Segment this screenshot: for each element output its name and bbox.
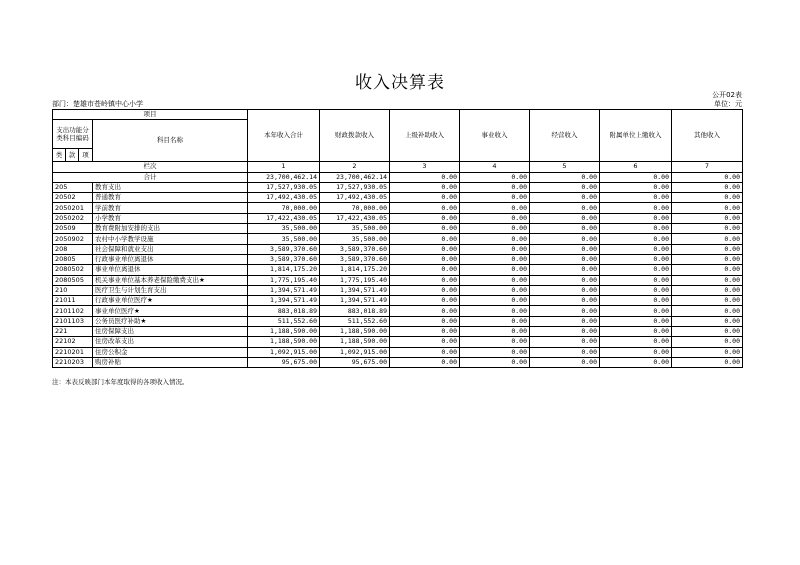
col-number-4: 4	[460, 162, 530, 172]
row-value-col-4: 0.00	[460, 224, 530, 234]
row-value-col-7: 0.00	[672, 203, 743, 213]
row-value-col-2: 17,527,930.05	[320, 182, 390, 192]
row-value-col-4: 0.00	[460, 357, 530, 367]
col-number-2: 2	[320, 162, 390, 172]
table-row	[53, 254, 743, 264]
row-value-col-5: 0.00	[530, 357, 600, 367]
row-value-col-3: 0.00	[390, 203, 460, 213]
row-subject-name: 事业单位医疗★	[93, 306, 248, 316]
total-cell: 0.00	[672, 172, 743, 182]
row-value-col-3: 0.00	[390, 234, 460, 244]
row-value-col-7: 0.00	[672, 296, 743, 306]
header-lei: 类	[53, 149, 66, 162]
col-number-3: 3	[390, 162, 460, 172]
row-value-col-3: 0.00	[390, 254, 460, 264]
row-value-col-6: 0.00	[600, 203, 672, 213]
row-value-col-4: 0.00	[460, 316, 530, 326]
row-value-col-1: 35,500.00	[248, 234, 320, 244]
row-value-col-2: 1,394,571.49	[320, 296, 390, 306]
table-row	[53, 203, 743, 213]
row-code: 2101103	[53, 316, 93, 326]
col-index-label: 栏次	[53, 162, 248, 172]
row-value-col-3: 0.00	[390, 213, 460, 223]
row-value-col-7: 0.00	[672, 244, 743, 254]
row-subject-name: 学前教育	[93, 203, 248, 213]
row-value-col-6: 0.00	[600, 337, 672, 347]
row-value-col-1: 17,527,930.05	[248, 182, 320, 192]
row-subject-name: 购房补贴	[93, 357, 248, 367]
row-value-col-1: 1,394,571.49	[248, 285, 320, 295]
row-value-col-5: 0.00	[530, 203, 600, 213]
row-value-col-1: 1,775,195.40	[248, 275, 320, 285]
row-value-col-6: 0.00	[600, 327, 672, 337]
row-value-col-7: 0.00	[672, 347, 743, 357]
row-value-col-7: 0.00	[672, 182, 743, 192]
row-value-col-5: 0.00	[530, 296, 600, 306]
table-row	[53, 213, 743, 223]
row-value-col-4: 0.00	[460, 337, 530, 347]
row-value-col-6: 0.00	[600, 234, 672, 244]
row-value-col-5: 0.00	[530, 193, 600, 203]
row-value-col-4: 0.00	[460, 203, 530, 213]
total-row	[53, 172, 743, 182]
row-value-col-4: 0.00	[460, 347, 530, 357]
header-col-6: 附属单位上缴收入	[600, 110, 672, 162]
row-value-col-2: 1,188,590.00	[320, 327, 390, 337]
row-code: 2050902	[53, 234, 93, 244]
header-col-5: 经营收入	[530, 110, 600, 162]
row-value-col-6: 0.00	[600, 306, 672, 316]
row-value-col-1: 1,394,571.49	[248, 296, 320, 306]
row-value-col-1: 1,092,915.00	[248, 347, 320, 357]
row-value-col-2: 35,500.00	[320, 224, 390, 234]
row-value-col-5: 0.00	[530, 337, 600, 347]
row-value-col-2: 17,492,430.05	[320, 193, 390, 203]
row-value-col-1: 1,188,590.00	[248, 337, 320, 347]
row-value-col-1: 35,500.00	[248, 224, 320, 234]
header-col-7: 其他收入	[672, 110, 743, 162]
row-value-col-6: 0.00	[600, 357, 672, 367]
row-code: 2101102	[53, 306, 93, 316]
row-value-col-7: 0.00	[672, 275, 743, 285]
income-table	[52, 109, 743, 368]
row-subject-name: 教育费附加安排的支出	[93, 224, 248, 234]
row-value-col-4: 0.00	[460, 182, 530, 192]
table-row	[53, 327, 743, 337]
header-col-4: 事业收入	[460, 110, 530, 162]
row-subject-name: 住房公积金	[93, 347, 248, 357]
row-value-col-5: 0.00	[530, 182, 600, 192]
row-value-col-5: 0.00	[530, 327, 600, 337]
row-value-col-6: 0.00	[600, 296, 672, 306]
row-value-col-6: 0.00	[600, 275, 672, 285]
row-value-col-3: 0.00	[390, 316, 460, 326]
row-value-col-7: 0.00	[672, 285, 743, 295]
page-title: 收入决算表	[355, 73, 445, 93]
table-note: 注：本表反映部门本年度取得的各项收入情况。	[52, 378, 189, 386]
header-xiang: 项	[79, 149, 93, 162]
row-value-col-7: 0.00	[672, 337, 743, 347]
row-value-col-7: 0.00	[672, 234, 743, 244]
row-code: 20502	[53, 193, 93, 203]
header-kuan: 款	[66, 149, 79, 162]
row-subject-name: 事业单位离退休	[93, 265, 248, 275]
row-value-col-5: 0.00	[530, 224, 600, 234]
row-code: 2210203	[53, 357, 93, 367]
table-row	[53, 182, 743, 192]
row-value-col-1: 3,589,370.60	[248, 254, 320, 264]
row-value-col-6: 0.00	[600, 182, 672, 192]
total-cell: 0.00	[460, 172, 530, 182]
row-value-col-1: 95,675.00	[248, 357, 320, 367]
row-value-col-3: 0.00	[390, 244, 460, 254]
row-value-col-7: 0.00	[672, 327, 743, 337]
row-value-col-7: 0.00	[672, 193, 743, 203]
row-subject-name: 机关事业单位基本养老保险缴费支出★	[93, 275, 248, 285]
row-value-col-1: 1,814,175.20	[248, 265, 320, 275]
total-label: 合计	[53, 172, 248, 182]
row-value-col-2: 1,092,915.00	[320, 347, 390, 357]
row-value-col-1: 3,589,370.60	[248, 244, 320, 254]
row-value-col-4: 0.00	[460, 306, 530, 316]
row-code: 2080505	[53, 275, 93, 285]
total-cell: 0.00	[600, 172, 672, 182]
table-row	[53, 193, 743, 203]
header-func-code: 支出功能分类科目编码	[53, 120, 93, 149]
row-value-col-6: 0.00	[600, 254, 672, 264]
row-value-col-4: 0.00	[460, 285, 530, 295]
row-value-col-4: 0.00	[460, 296, 530, 306]
row-value-col-1: 883,018.89	[248, 306, 320, 316]
row-code: 208	[53, 244, 93, 254]
row-value-col-3: 0.00	[390, 193, 460, 203]
row-value-col-7: 0.00	[672, 213, 743, 223]
row-value-col-6: 0.00	[600, 244, 672, 254]
table-row	[53, 234, 743, 244]
row-subject-name: 医疗卫生与计划生育支出	[93, 285, 248, 295]
header-project: 项目	[53, 110, 248, 120]
row-value-col-6: 0.00	[600, 213, 672, 223]
header-col-1: 本年收入合计	[248, 110, 320, 162]
row-subject-name: 行政事业单位离退休	[93, 254, 248, 264]
col-number-6: 6	[600, 162, 672, 172]
table-row	[53, 296, 743, 306]
row-value-col-2: 95,675.00	[320, 357, 390, 367]
row-value-col-7: 0.00	[672, 224, 743, 234]
row-value-col-2: 3,589,370.60	[320, 244, 390, 254]
table-row	[53, 275, 743, 285]
row-code: 2080502	[53, 265, 93, 275]
row-value-col-5: 0.00	[530, 275, 600, 285]
total-cell: 23,700,462.14	[320, 172, 390, 182]
row-subject-name: 行政事业单位医疗★	[93, 296, 248, 306]
row-code: 221	[53, 327, 93, 337]
row-value-col-3: 0.00	[390, 347, 460, 357]
row-value-col-4: 0.00	[460, 275, 530, 285]
row-code: 2050201	[53, 203, 93, 213]
row-value-col-4: 0.00	[460, 254, 530, 264]
row-value-col-1: 1,188,590.00	[248, 327, 320, 337]
row-value-col-5: 0.00	[530, 347, 600, 357]
row-value-col-1: 511,552.60	[248, 316, 320, 326]
row-subject-name: 住房保障支出	[93, 327, 248, 337]
table-row	[53, 244, 743, 254]
row-value-col-7: 0.00	[672, 265, 743, 275]
header-col-2: 财政拨款收入	[320, 110, 390, 162]
row-subject-name: 教育支出	[93, 182, 248, 192]
row-code: 20805	[53, 254, 93, 264]
row-value-col-4: 0.00	[460, 327, 530, 337]
row-value-col-5: 0.00	[530, 285, 600, 295]
row-value-col-7: 0.00	[672, 357, 743, 367]
row-value-col-1: 70,000.00	[248, 203, 320, 213]
row-value-col-3: 0.00	[390, 296, 460, 306]
row-subject-name: 农村中小学教学设施	[93, 234, 248, 244]
row-value-col-2: 3,589,370.60	[320, 254, 390, 264]
row-value-col-1: 17,492,430.05	[248, 193, 320, 203]
row-value-col-2: 1,188,590.00	[320, 337, 390, 347]
row-value-col-2: 511,552.60	[320, 316, 390, 326]
form-number: 公开02表	[712, 91, 742, 99]
row-value-col-6: 0.00	[600, 265, 672, 275]
row-code: 2050202	[53, 213, 93, 223]
row-value-col-7: 0.00	[672, 316, 743, 326]
row-value-col-6: 0.00	[600, 285, 672, 295]
table-row	[53, 285, 743, 295]
row-value-col-6: 0.00	[600, 316, 672, 326]
row-value-col-5: 0.00	[530, 265, 600, 275]
row-value-col-6: 0.00	[600, 347, 672, 357]
row-value-col-5: 0.00	[530, 213, 600, 223]
row-value-col-2: 17,422,430.05	[320, 213, 390, 223]
table-body	[53, 110, 743, 368]
row-code: 2210201	[53, 347, 93, 357]
row-value-col-3: 0.00	[390, 265, 460, 275]
row-value-col-2: 35,500.00	[320, 234, 390, 244]
table-row	[53, 316, 743, 326]
row-code: 22102	[53, 337, 93, 347]
row-value-col-4: 0.00	[460, 244, 530, 254]
row-value-col-2: 1,814,175.20	[320, 265, 390, 275]
row-value-col-2: 1,775,195.40	[320, 275, 390, 285]
row-value-col-3: 0.00	[390, 357, 460, 367]
row-value-col-7: 0.00	[672, 306, 743, 316]
row-value-col-3: 0.00	[390, 224, 460, 234]
row-subject-name: 社会保障和就业支出	[93, 244, 248, 254]
row-value-col-4: 0.00	[460, 193, 530, 203]
col-number-5: 5	[530, 162, 600, 172]
row-code: 20509	[53, 224, 93, 234]
row-code: 21011	[53, 296, 93, 306]
row-code: 205	[53, 182, 93, 192]
row-value-col-5: 0.00	[530, 234, 600, 244]
row-value-col-5: 0.00	[530, 316, 600, 326]
col-number-1: 1	[248, 162, 320, 172]
row-code: 210	[53, 285, 93, 295]
row-value-col-2: 70,000.00	[320, 203, 390, 213]
total-cell: 23,700,462.14	[248, 172, 320, 182]
row-value-col-1: 17,422,430.05	[248, 213, 320, 223]
col-number-7: 7	[672, 162, 743, 172]
table-row	[53, 357, 743, 367]
row-subject-name: 普通教育	[93, 193, 248, 203]
row-value-col-7: 0.00	[672, 254, 743, 264]
row-value-col-4: 0.00	[460, 234, 530, 244]
row-value-col-3: 0.00	[390, 285, 460, 295]
unit-label: 单位：元	[714, 100, 742, 108]
total-cell: 0.00	[390, 172, 460, 182]
table-row	[53, 337, 743, 347]
row-value-col-3: 0.00	[390, 182, 460, 192]
row-value-col-4: 0.00	[460, 213, 530, 223]
row-subject-name: 小学教育	[93, 213, 248, 223]
row-value-col-2: 1,394,571.49	[320, 285, 390, 295]
department-label: 部门：楚雄市苍岭镇中心小学	[52, 100, 143, 108]
total-cell: 0.00	[530, 172, 600, 182]
header-subject-name: 科目名称	[93, 120, 248, 162]
row-value-col-3: 0.00	[390, 327, 460, 337]
row-value-col-6: 0.00	[600, 224, 672, 234]
row-value-col-5: 0.00	[530, 306, 600, 316]
row-value-col-3: 0.00	[390, 306, 460, 316]
table-row	[53, 306, 743, 316]
row-value-col-5: 0.00	[530, 254, 600, 264]
row-subject-name: 公务员医疗补助★	[93, 316, 248, 326]
table-row	[53, 265, 743, 275]
row-value-col-3: 0.00	[390, 275, 460, 285]
row-value-col-2: 883,018.89	[320, 306, 390, 316]
table-row	[53, 224, 743, 234]
row-subject-name: 住房改革支出	[93, 337, 248, 347]
header-col-3: 上级补助收入	[390, 110, 460, 162]
row-value-col-5: 0.00	[530, 244, 600, 254]
row-value-col-6: 0.00	[600, 193, 672, 203]
row-value-col-4: 0.00	[460, 265, 530, 275]
table-row	[53, 347, 743, 357]
row-value-col-3: 0.00	[390, 337, 460, 347]
